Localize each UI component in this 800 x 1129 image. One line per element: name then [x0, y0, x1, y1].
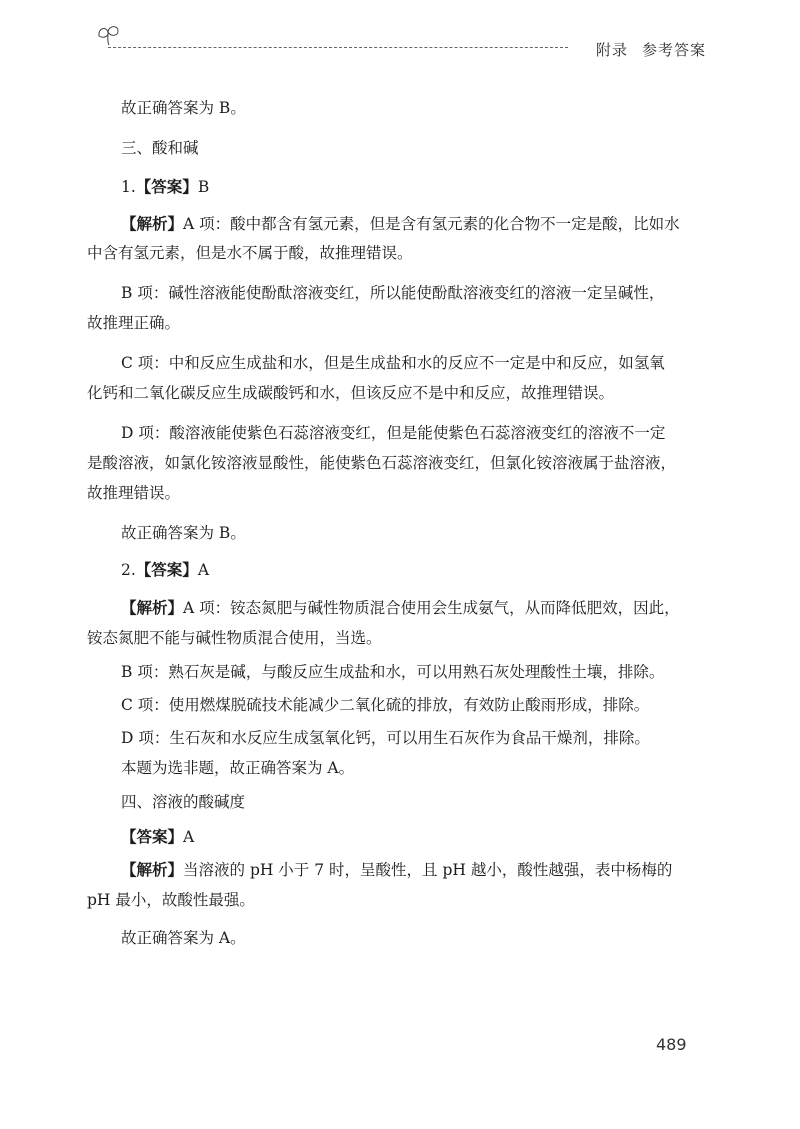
- header-rule-top: [108, 47, 568, 48]
- answer-line: 【答案】A: [121, 828, 195, 846]
- analysis-tag: 【解析】: [121, 861, 184, 879]
- text-line: 化钙和二氧化碳反应生成碳酸钙和水，但该反应不是中和反应，故推理错误。: [87, 384, 615, 402]
- analysis-tag: 【解析】: [121, 215, 184, 233]
- text-line: 故推理错误。: [87, 484, 181, 502]
- header-section-title: [596, 39, 706, 60]
- text-line: 是酸溶液，如氯化铵溶液显酸性，能使紫色石蕊溶液变红，但氯化铵溶液属于盐溶液，: [87, 454, 677, 472]
- answer-tag: 【答案】: [135, 561, 198, 579]
- text-line: B 项：碱性溶液能使酚酞溶液变红，所以能使酚酞溶液变红的溶液一定呈碱性，: [121, 284, 665, 302]
- text-line: 故正确答案为 B。: [121, 99, 246, 117]
- text-line: D 项：生石灰和水反应生成氢氧化钙，可以用生石灰作为食品干燥剂，排除。: [121, 729, 650, 747]
- text-line: D 项：酸溶液能使紫色石蕊溶液变红，但是能使紫色石蕊溶液变红的溶液不一定: [121, 424, 666, 442]
- running-header: [96, 22, 706, 58]
- text-line: 本题为选非题，故正确答案为 A。: [121, 759, 355, 777]
- analysis-line: 【解析】当溶液的 pH 小于 7 时，呈酸性，且 pH 越小，酸性越强，表中杨梅的: [121, 861, 673, 879]
- leaf-ornament-icon: [96, 22, 122, 46]
- header-title: 参考答案: [641, 41, 706, 59]
- answer-line: 2.【答案】A: [121, 561, 210, 579]
- analysis-tag: 【解析】: [121, 599, 184, 617]
- text-line: B 项：熟石灰是碱，与酸反应生成盐和水，可以用熟石灰处理酸性土壤，排除。: [121, 663, 665, 681]
- text-line: C 项：中和反应生成盐和水，但是生成盐和水的反应不一定是中和反应，如氢氧: [121, 354, 665, 372]
- section-heading: 四、溶液的酸碱度: [121, 793, 246, 811]
- section-heading: 三、酸和碱: [121, 139, 199, 157]
- answer-tag: 【答案】: [135, 178, 198, 196]
- text-line: 中含有氢元素，但是水不属于酸，故推理错误。: [87, 244, 413, 262]
- text-line: 故正确答案为 A。: [121, 929, 246, 947]
- answer-line: 1.【答案】B: [121, 178, 210, 196]
- page-number: 489: [656, 1035, 687, 1054]
- analysis-line: 【解析】A 项：铵态氮肥与碱性物质混合使用会生成氨气，从而降低肥效，因此，: [121, 599, 680, 617]
- analysis-line: 【解析】A 项：酸中都含有氢元素，但是含有氢元素的化合物不一定是酸，比如水: [121, 215, 680, 233]
- text-line: pH 最小，故酸性最强。: [87, 891, 255, 909]
- text-line: C 项：使用燃煤脱硫技术能减少二氧化硫的排放，有效防止酸雨形成，排除。: [121, 696, 650, 714]
- header-section: 附录: [595, 41, 628, 59]
- answer-tag: 【答案】: [121, 828, 184, 846]
- text-line: 故正确答案为 B。: [121, 524, 246, 542]
- text-line: 铵态氮肥不能与碱性物质混合使用，当选。: [87, 629, 382, 647]
- text-line: 故推理正确。: [87, 314, 181, 332]
